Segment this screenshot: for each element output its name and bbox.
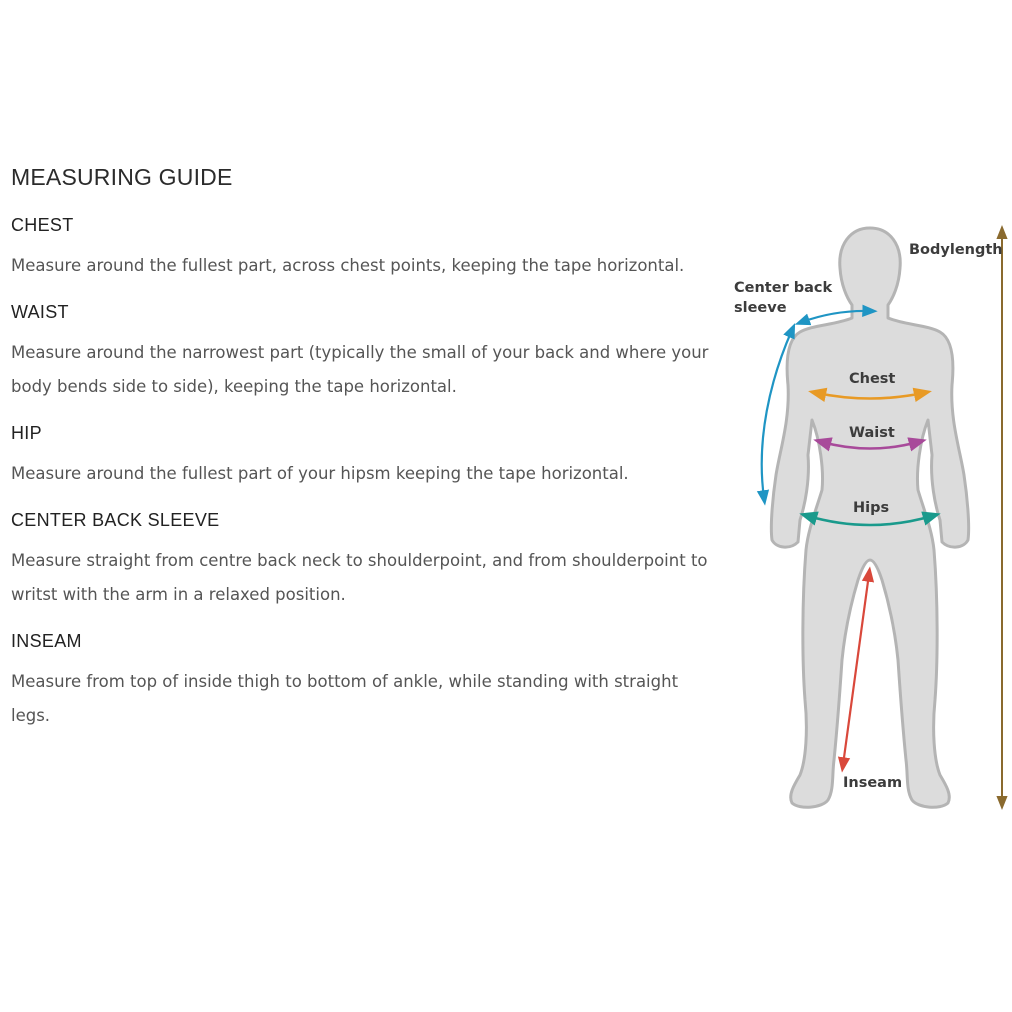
label-inseam: Inseam	[843, 775, 903, 791]
section-text: Measure from top of inside thigh to bottom of ankle, while standing with straight legs.	[11, 672, 679, 725]
label-waist: Waist	[849, 425, 895, 441]
label-chest: Chest	[849, 371, 896, 387]
section-hip	[11, 423, 711, 491]
section-text: Measure around the fullest part, across chest points, keeping the tape horizontal.	[11, 256, 685, 275]
section-heading: CENTER BACK SLEEVE	[11, 510, 220, 530]
section-text: Measure around the narrowest part (typically the small of your back and where your body bends side to side), keeping the tape horizontal.	[11, 343, 709, 396]
section-center-back-sleeve	[11, 510, 711, 612]
body-silhouette	[771, 228, 968, 807]
label-hips: Hips	[853, 500, 890, 516]
label-center-back-line2: sleeve	[734, 300, 787, 316]
section-text: Measure around the fullest part of your hipsm keeping the tape horizontal.	[11, 464, 629, 483]
torso-shape	[771, 228, 968, 807]
section-chest	[11, 215, 711, 283]
section-heading: INSEAM	[11, 631, 82, 651]
label-bodylength: Bodylength	[909, 242, 1003, 258]
section-inseam	[11, 631, 711, 733]
section-waist	[11, 302, 711, 404]
page-title: MEASURING GUIDE	[11, 164, 233, 190]
section-heading: WAIST	[11, 302, 69, 322]
section-heading: CHEST	[11, 215, 74, 235]
section-text: Measure straight from centre back neck to shoulderpoint, and from shoulderpoint to writst with the arm in a relaxed position.	[11, 551, 708, 604]
body-diagram	[720, 215, 1012, 815]
section-heading: HIP	[11, 423, 42, 443]
body-measurement-figure	[720, 215, 1012, 815]
label-center-back-line1: Center back	[734, 280, 833, 296]
measuring-guide	[11, 164, 711, 752]
